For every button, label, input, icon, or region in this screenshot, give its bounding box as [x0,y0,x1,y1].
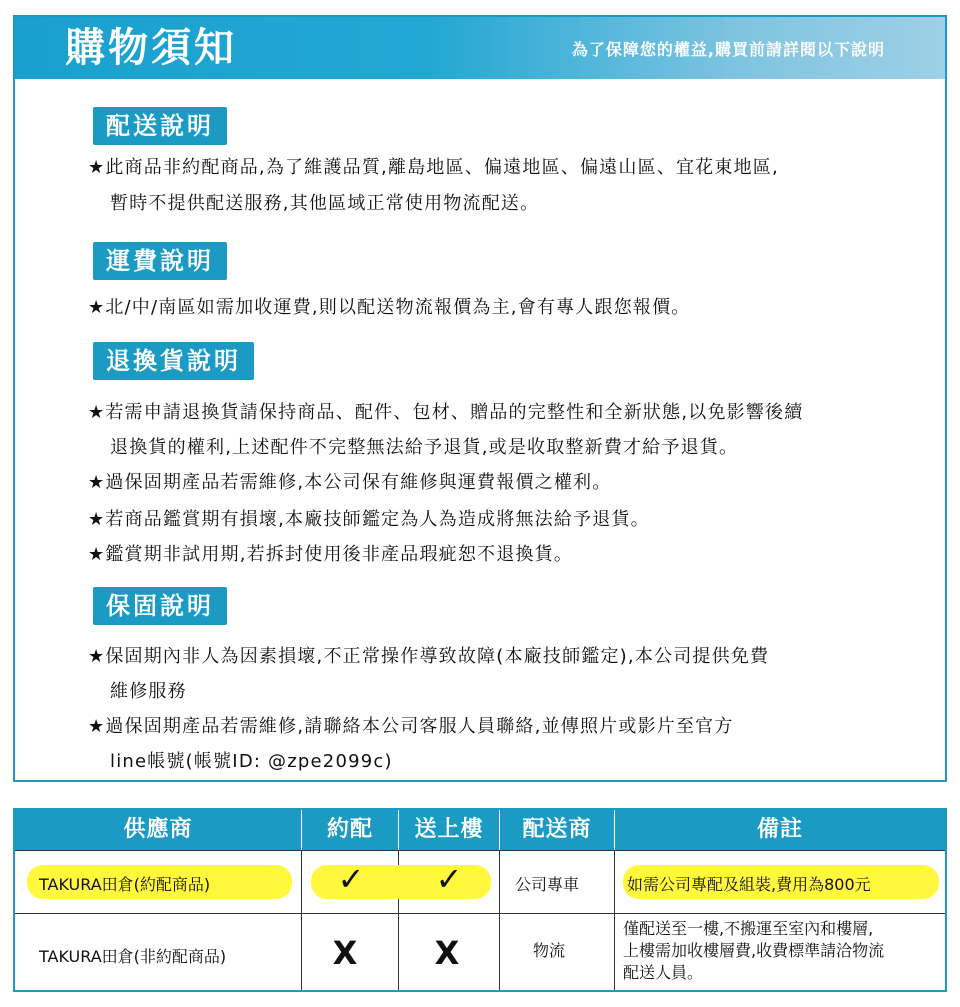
column-divider [614,850,615,990]
warranty-line-4: line帳號(帳號ID: @zpe2099c) [110,751,393,772]
row2-remark-line-2: 上樓需加收樓層費,收費標準請洽物流 [623,941,885,960]
header-divider [499,810,500,850]
row-divider [15,913,945,914]
column-divider [499,850,500,990]
page-title: 購物須知 [65,25,237,71]
header-bar [15,17,945,79]
row2-carrier: 物流 [533,941,566,960]
returns-line-1: ★若需申請退換貨請保持商品、配件、包材、贈品的完整性和全新狀態,以免影響後續 [88,402,804,423]
purchase-notice-panel [13,15,947,782]
section-tag-warranty: 保固說明 [93,587,227,625]
delivery-table [13,808,947,992]
page-subtitle: 為了保障您的權益,購買前請詳閱以下說明 [571,40,885,59]
row1-scheduled-check-icon: ✓ [337,860,365,898]
header-upstairs: 送上樓 [414,817,484,842]
returns-line-3: ★過保固期產品若需維修,本公司保有維修與運費報價之權利。 [88,472,612,493]
header-remark: 備註 [756,817,803,842]
row-divider [15,850,945,851]
table-header-row [15,810,945,850]
row1-remark: 如需公司專配及組裝,費用為800元 [627,875,871,894]
header-carrier: 配送商 [522,817,592,842]
section-tag-delivery: 配送說明 [93,107,227,145]
shipping-fee-line-1: ★北/中/南區如需加收運費,則以配送物流報價為主,會有專人跟您報價。 [88,297,691,318]
returns-line-4: ★若商品鑑賞期有損壞,本廠技師鑑定為人為造成將無法給予退貨。 [88,509,650,530]
row1-carrier: 公司專車 [515,875,580,894]
section-tag-returns: 退換貨說明 [93,342,254,380]
row2-supplier: TAKURA田倉(非約配商品) [39,947,227,966]
warranty-line-1: ★保固期內非人為因素損壞,不正常操作導致故障(本廠技師鑑定),本公司提供免費 [88,646,770,667]
header-supplier: 供應商 [123,817,193,842]
row2-remark-line-3: 配送人員。 [623,963,704,982]
header-divider [398,810,399,850]
row1-supplier: TAKURA田倉(約配商品) [39,875,211,894]
header-divider [301,810,302,850]
row1-upstairs-check-icon: ✓ [435,860,463,898]
delivery-line-2: 暫時不提供配送服務,其他區域正常使用物流配送。 [110,193,540,214]
warranty-line-2: 維修服務 [110,681,187,702]
section-tag-shipping-fee: 運費說明 [93,242,227,280]
header-scheduled: 約配 [326,817,373,842]
returns-line-5: ★鑑賞期非試用期,若拆封使用後非產品瑕疵恕不退換貨。 [88,544,574,565]
row2-remark [623,918,884,984]
row2-upstairs-cross-icon: X [434,934,460,972]
column-divider [301,850,302,990]
header-divider [614,810,615,850]
warranty-line-3: ★過保固期產品若需維修,請聯絡本公司客服人員聯絡,並傳照片或影片至官方 [88,716,734,737]
returns-line-2: 退換貨的權利,上述配件不完整無法給予退貨,或是收取整新費才給予退貨。 [110,437,739,458]
row2-remark-line-1: 僅配送至一樓,不搬運至室內和樓層, [623,919,874,938]
row2-scheduled-cross-icon: X [332,934,358,972]
delivery-line-1: ★此商品非約配商品,為了維護品質,離島地區、偏遠地區、偏遠山區、宜花東地區, [88,157,779,178]
